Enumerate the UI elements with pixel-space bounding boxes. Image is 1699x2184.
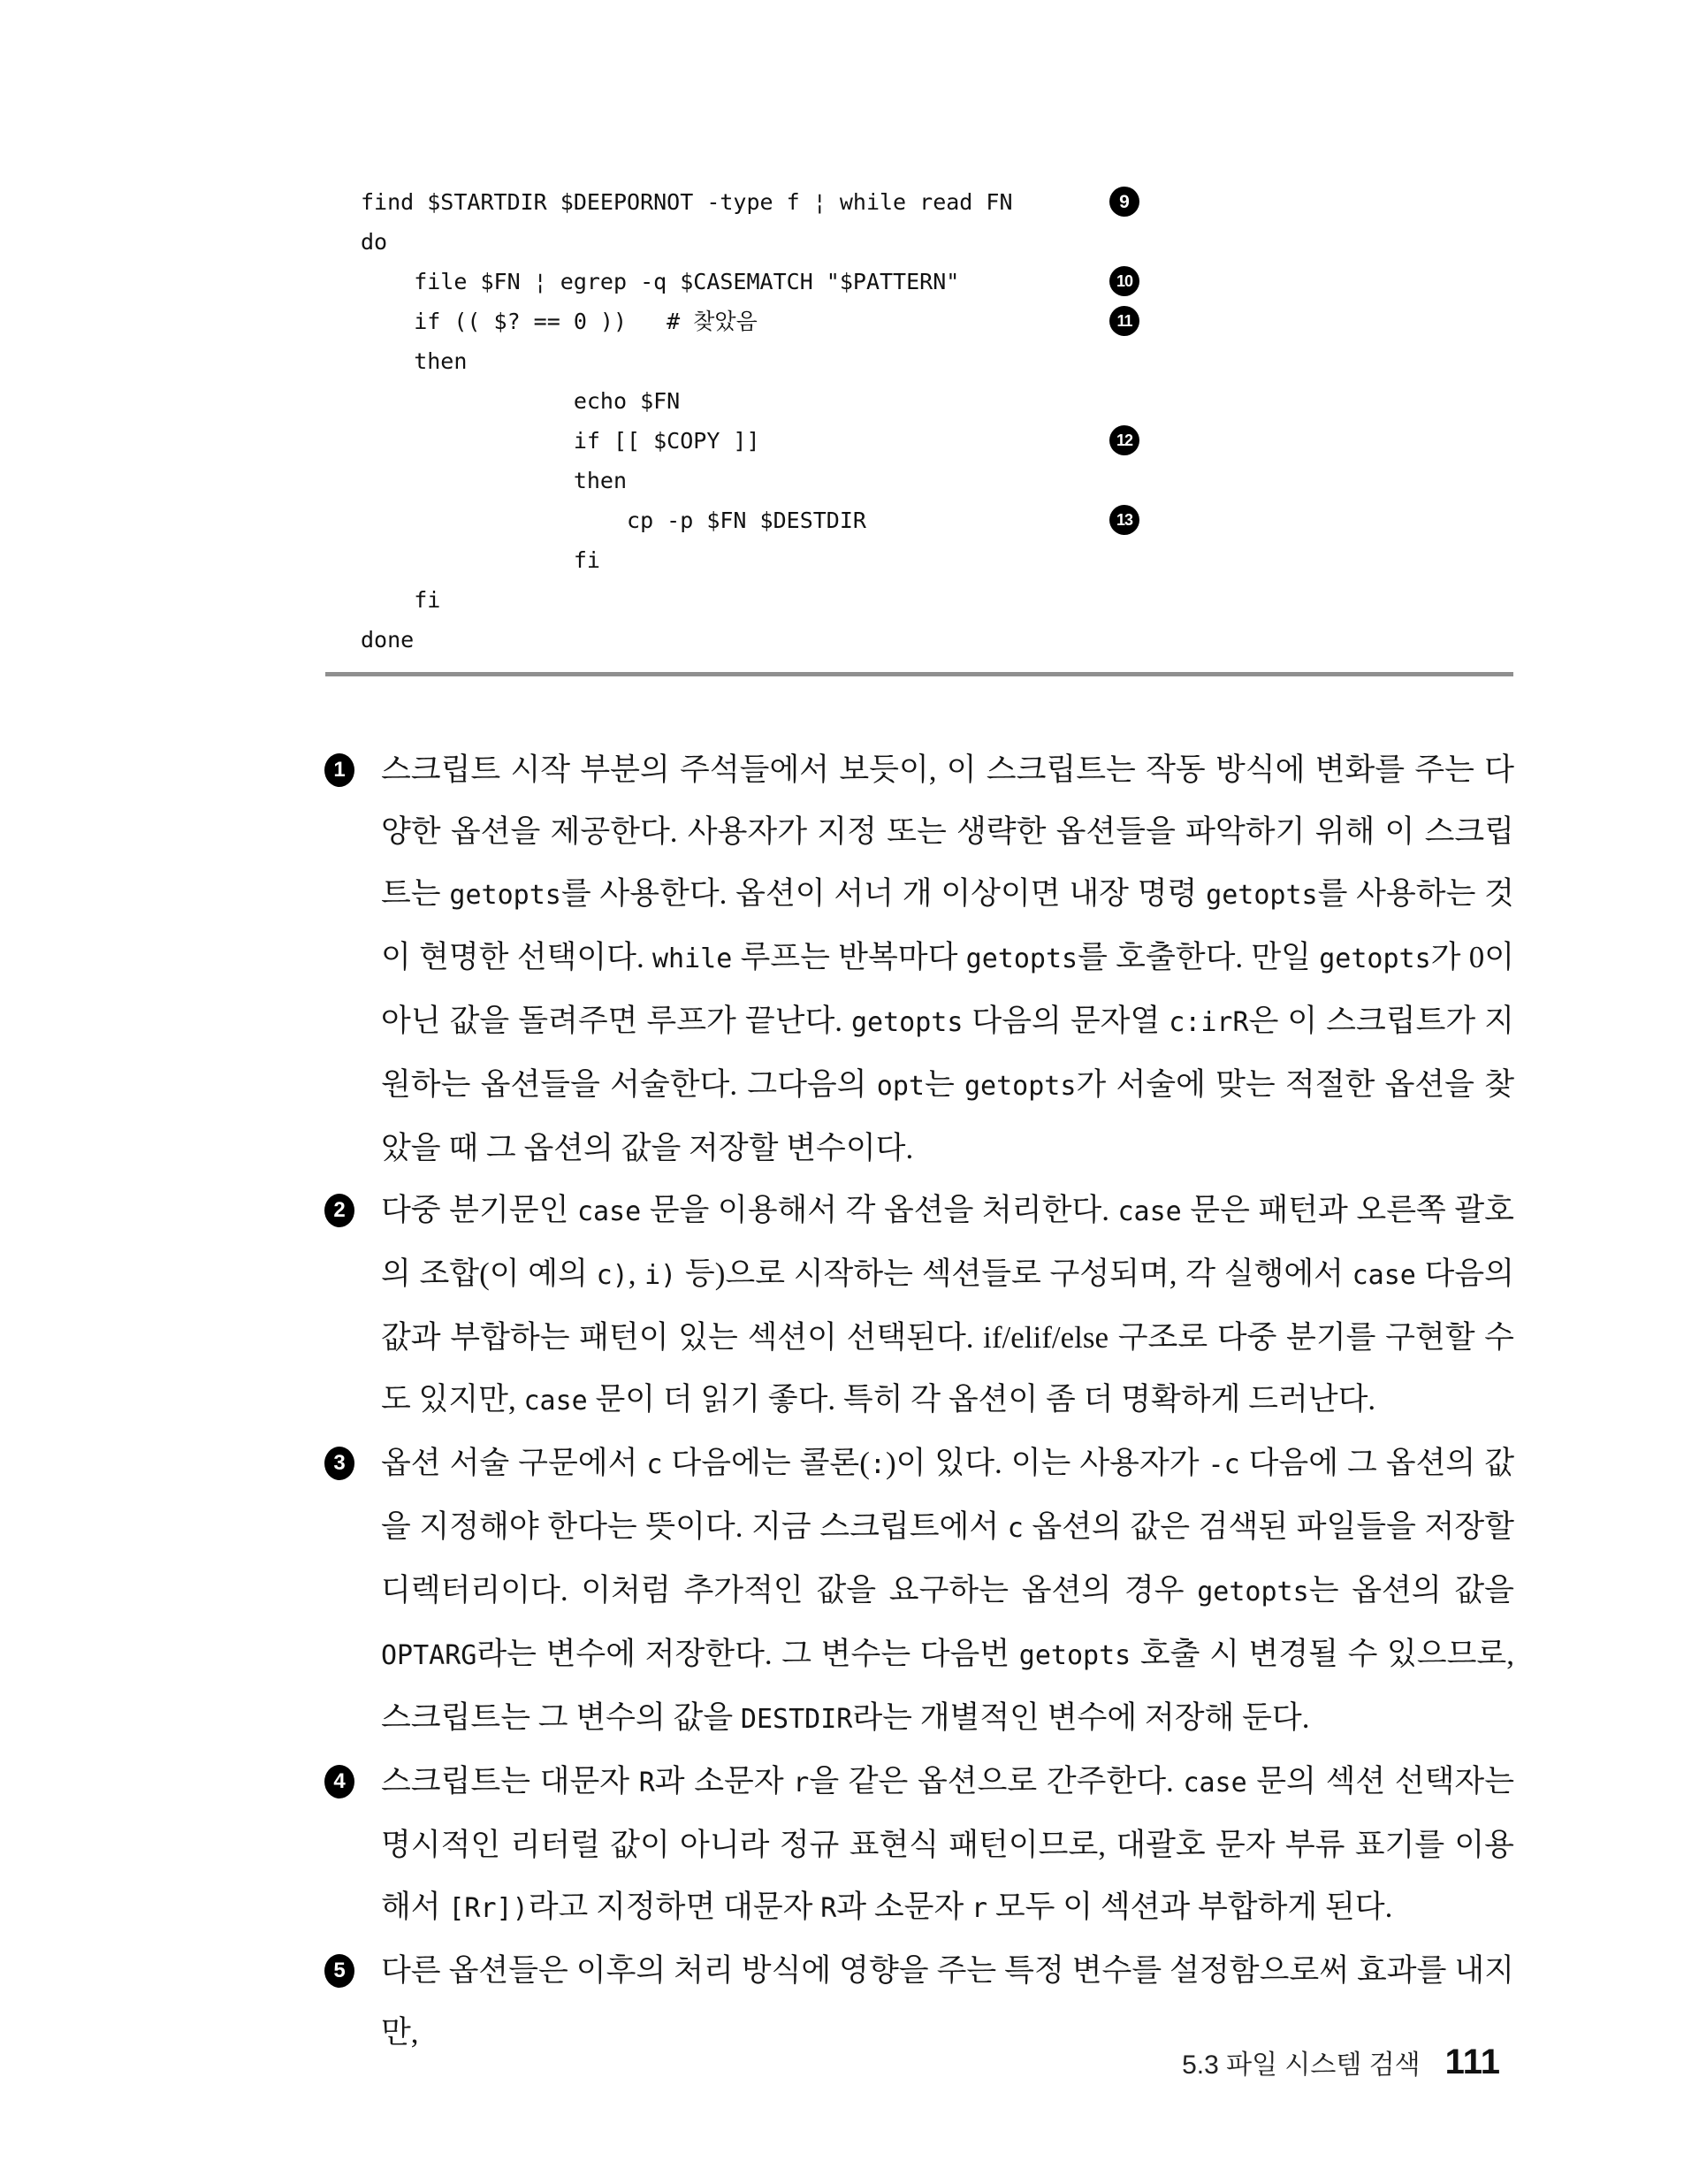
inline-code: c) — [596, 1260, 629, 1291]
note-text-segment: 문이 더 읽기 좋다. 특히 각 옵션이 좀 더 명확하게 드러난다. — [587, 1382, 1376, 1417]
code-text: do — [361, 229, 388, 255]
code-callout-badge: 10 — [1109, 266, 1139, 296]
note-text-segment: 모두 이 섹션과 부합하게 된다. — [987, 1890, 1393, 1924]
code-text: fi — [361, 547, 600, 573]
code-line — [361, 580, 1013, 620]
note-text-segment: 문의 섹션 선택자는 명시적인 리터럴 값이 아니라 정규 표현식 패턴이므로, 대괄호 문자 부류 표기를 이용해서 — [381, 1764, 1515, 1924]
note-number-badge: 4 — [324, 1765, 354, 1798]
inline-code: case — [1352, 1260, 1416, 1291]
inline-code: while — [651, 943, 733, 974]
code-line — [361, 341, 1013, 381]
note-text-segment: , — [628, 1256, 645, 1291]
note-text-segment: 구조로 다중 분기를 구현할 수도 있지만, — [381, 1320, 1514, 1417]
code-text: then — [361, 468, 628, 493]
note-text-segment: 과 소문자 — [654, 1764, 794, 1798]
inline-code: i) — [644, 1260, 677, 1291]
inline-code: getopts — [449, 880, 561, 911]
numbered-callout-notes — [324, 739, 1514, 2064]
code-line — [361, 620, 1013, 660]
inline-code: : — [869, 1449, 886, 1480]
inline-code: getopts — [1197, 1577, 1309, 1607]
note-text-segment: 는 — [924, 1067, 964, 1102]
code-line — [361, 421, 1133, 461]
note-text-segment: 문은 패턴과 오른쪽 괄호의 조합(이 예의 — [381, 1193, 1514, 1291]
inline-code: case — [1183, 1768, 1247, 1798]
page-footer — [1182, 2043, 1500, 2082]
section-divider-rule — [325, 672, 1513, 676]
inline-code: opt — [876, 1071, 925, 1102]
note-text-segment: 라는 변수에 저장한다. 그 변수는 다음번 — [476, 1637, 1019, 1671]
footer-section-title: 5.3 파일 시스템 검색 — [1182, 2050, 1421, 2080]
note-text-segment: 가 0이 아닌 값을 돌려주면 루프가 끝난다. — [381, 940, 1515, 1038]
inline-code: case — [1117, 1196, 1182, 1227]
inline-code: getopts — [965, 943, 1078, 974]
code-text: echo $FN — [361, 388, 681, 414]
note-number-badge: 3 — [324, 1447, 354, 1480]
inline-code: case — [523, 1386, 588, 1417]
note-text-segment: 라고 지정하면 대문자 — [528, 1890, 821, 1924]
inline-code: case — [576, 1196, 642, 1227]
note-text-segment: 다음의 문자열 — [963, 1004, 1169, 1038]
code-callout-badge: 9 — [1109, 187, 1139, 217]
inline-code: getopts — [1018, 1640, 1131, 1671]
note-text-segment: 옵션의 값은 검색된 파일들을 저장할 디렉터리이다. 이처럼 추가적인 값을 요구하는 옵션의 경우 — [381, 1509, 1514, 1607]
note-text-segment: 를 사용하는 것이 현명한 선택이다. — [381, 876, 1514, 974]
code-line — [361, 500, 1133, 540]
inline-code: R — [820, 1893, 837, 1924]
note-text-segment: 다음의 값과 부합하는 패턴이 있는 섹션이 선택된다. — [381, 1256, 1514, 1355]
inline-code: getopts — [1319, 943, 1431, 974]
note-text-segment: 문을 이용해서 각 옵션을 처리한다. — [641, 1193, 1118, 1227]
note-number-badge: 1 — [324, 753, 354, 787]
inline-code: getopts — [964, 1071, 1077, 1102]
inline-code: OPTARG — [381, 1640, 477, 1671]
note-text-segment: 는 옵션의 값을 — [1308, 1573, 1514, 1607]
note-text-segment: 다른 옵션들은 이후의 처리 방식에 영향을 주는 특정 변수를 설정함으로써 효과를 내지만, — [381, 1953, 1514, 2050]
note-text-segment: if/elif/else — [983, 1320, 1109, 1355]
shell-script-code-block — [361, 182, 1133, 660]
code-callout-badge: 12 — [1109, 425, 1139, 455]
code-line — [361, 540, 1013, 580]
note-text-segment: 가 서술에 맞는 적절한 옵션을 찾았을 때 그 옵션의 값을 저장할 변수이다. — [381, 1067, 1515, 1165]
note-item — [324, 1751, 1514, 1940]
inline-code: r — [793, 1768, 810, 1798]
note-text-segment: 를 호출한다. 만일 — [1078, 940, 1320, 974]
note-text-segment: 등)으로 시작하는 섹션들로 구성되며, 각 실행에서 — [676, 1256, 1352, 1291]
note-text-segment: 옵션 서술 구문에서 — [381, 1446, 647, 1480]
note-text-segment: 은 이 스크립트가 지원하는 옵션들을 서술한다. 그다음의 — [381, 1004, 1514, 1102]
note-text-segment: 다음에 그 옵션의 값을 지정해야 한다는 뜻이다. 지금 스크립트에서 — [381, 1446, 1514, 1544]
inline-code: R — [638, 1768, 655, 1798]
footer-page-number: 111 — [1444, 2043, 1500, 2081]
note-item — [324, 1180, 1514, 1432]
note-item — [324, 739, 1514, 1180]
code-text: fi — [361, 587, 441, 613]
inline-code: getopts — [851, 1007, 964, 1038]
note-text-segment: 호출 시 변경될 수 있으므로, 스크립트는 그 변수의 값을 — [381, 1637, 1514, 1735]
inline-code: DESTDIR — [740, 1704, 853, 1735]
code-line — [361, 222, 1013, 262]
note-text-segment: 을 같은 옵션으로 간주한다. — [809, 1764, 1184, 1798]
code-text: cp -p $FN $DESTDIR — [361, 508, 866, 533]
code-line — [361, 262, 1133, 302]
note-text-segment: 스크립트 시작 부분의 주석들에서 보듯이, 이 스크립트는 작동 방식에 변화를 주는 다양한 옵션을 제공한다. 사용자가 지정 또는 생략한 옵션들을 파악하기 위해 이 스크립트는 — [381, 752, 1514, 911]
note-text-segment: 루프는 반복마다 — [732, 940, 966, 974]
inline-code: -c — [1208, 1449, 1240, 1480]
note-text-segment: 스크립트는 대문자 — [381, 1764, 639, 1798]
code-text: find $STARTDIR $DEEPORNOT -type f ¦ while read FN — [361, 189, 1013, 215]
code-line — [361, 182, 1130, 222]
code-text: file $FN ¦ egrep -q $CASEMATCH "$PATTERN" — [361, 269, 960, 294]
code-text: then — [361, 348, 468, 374]
inline-code: c — [646, 1449, 663, 1480]
inline-code: [Rr]) — [448, 1893, 529, 1924]
note-number-badge: 2 — [324, 1194, 354, 1227]
code-text: if [[ $COPY ]] — [361, 428, 760, 454]
note-number-badge: 5 — [324, 1954, 354, 1988]
code-callout-badge: 13 — [1109, 505, 1139, 535]
note-item — [324, 1432, 1514, 1751]
code-text: done — [361, 627, 415, 653]
note-text-segment: 라는 개별적인 변수에 저장해 둔다. — [852, 1700, 1310, 1735]
inline-code: r — [971, 1893, 988, 1924]
inline-code: getopts — [1206, 880, 1318, 911]
code-callout-badge: 11 — [1109, 306, 1139, 336]
inline-code: c:irR — [1169, 1007, 1249, 1038]
note-text-segment: )이 있다. 이는 사용자가 — [885, 1446, 1208, 1480]
code-line — [361, 461, 1013, 500]
code-text: if (( $? == 0 )) # 찾았음 — [361, 309, 758, 334]
note-text-segment: 를 사용한다. 옵션이 서너 개 이상이면 내장 명령 — [560, 876, 1207, 911]
code-line — [361, 381, 1013, 421]
inline-code: c — [1007, 1513, 1024, 1544]
note-text-segment: 다음에는 콜론( — [662, 1446, 870, 1480]
code-line — [361, 302, 1132, 341]
note-text-segment: 과 소문자 — [836, 1890, 972, 1924]
note-text-segment: 다중 분기문인 — [381, 1193, 577, 1227]
